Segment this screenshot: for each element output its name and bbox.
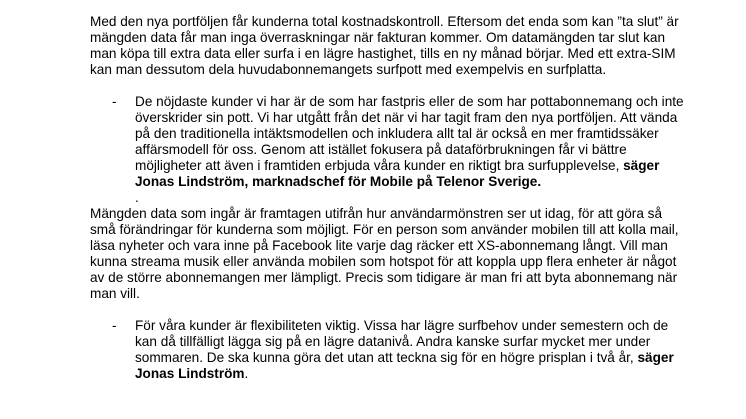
quote-dash: -	[112, 94, 117, 109]
quote-attribution: säger Jonas Lindström	[135, 350, 674, 381]
quote-body: För våra kunder är flexibiliteten viktig. Vissa har lägre surfbehov under semestern och de kan då tillfälligt lägga sig på en lägre datanivå. Andra kanske surfar mycket mer under sommaren. De ska kunna göra det utan att teckna sig för en högre prisplan i två år,	[135, 318, 669, 365]
quote-end: .	[244, 366, 249, 381]
quote-block-2	[112, 318, 690, 382]
document-page	[90, 14, 690, 382]
quote-text	[135, 318, 690, 382]
stray-dot: .	[135, 190, 139, 205]
usage-paragraph: Mängden data som ingår är framtagen utifrån hur användarmönstren ser ut idag, för att göra så små förändringar för kunderna som möjligt. För en person som använder mobilen till att kolla mail, läsa nyheter och vara inne på Facebook lite varje dag räcker ett XS-abonnemang långt. Vill man kunna streama musik eller använda mobilen som hotspot för att koppla upp flera enheter är något av de större abonnemangen mer lämpligt. Precis som tidigare är man fri att byta abonnemang när man vill.	[90, 206, 679, 301]
quote-text	[135, 94, 690, 190]
quote-body: De nöjdaste kunder vi har är de som har fastpris eller de som har pottabonnemang och inte överskrider sin pott. Vi har utgått från det när vi har tagit fram den nya portföljen. Att vända på den traditionella intäktsmodellen och inkludera allt tal är också en mer framtidssäker affärsmodell för oss. Genom att istället fokusera på dataförbrukningen får vi bättre möjligheter att även i framtiden erbjuda våra kunder en riktigt bra surfupplevelse,	[135, 94, 684, 173]
quote-block-1	[112, 94, 690, 190]
intro-paragraph: Med den nya portföljen får kunderna total kostnadskontroll. Eftersom det enda som kan ”ta slut” är mängden data får man inga överraskningar när fakturan kommer. Om datamängden tar slut kan man köpa till extra data eller surfa i en lägre hastighet, tills en ny månad börjar. Med ett extra-SIM kan man dessutom dela huvudabonnemangets surfpott med exempelvis en surfplatta.	[90, 14, 679, 77]
quote-attribution: säger Jonas Lindström, marknadschef för Mobile på Telenor Sverige.	[135, 158, 660, 189]
quote-dash: -	[112, 318, 117, 333]
